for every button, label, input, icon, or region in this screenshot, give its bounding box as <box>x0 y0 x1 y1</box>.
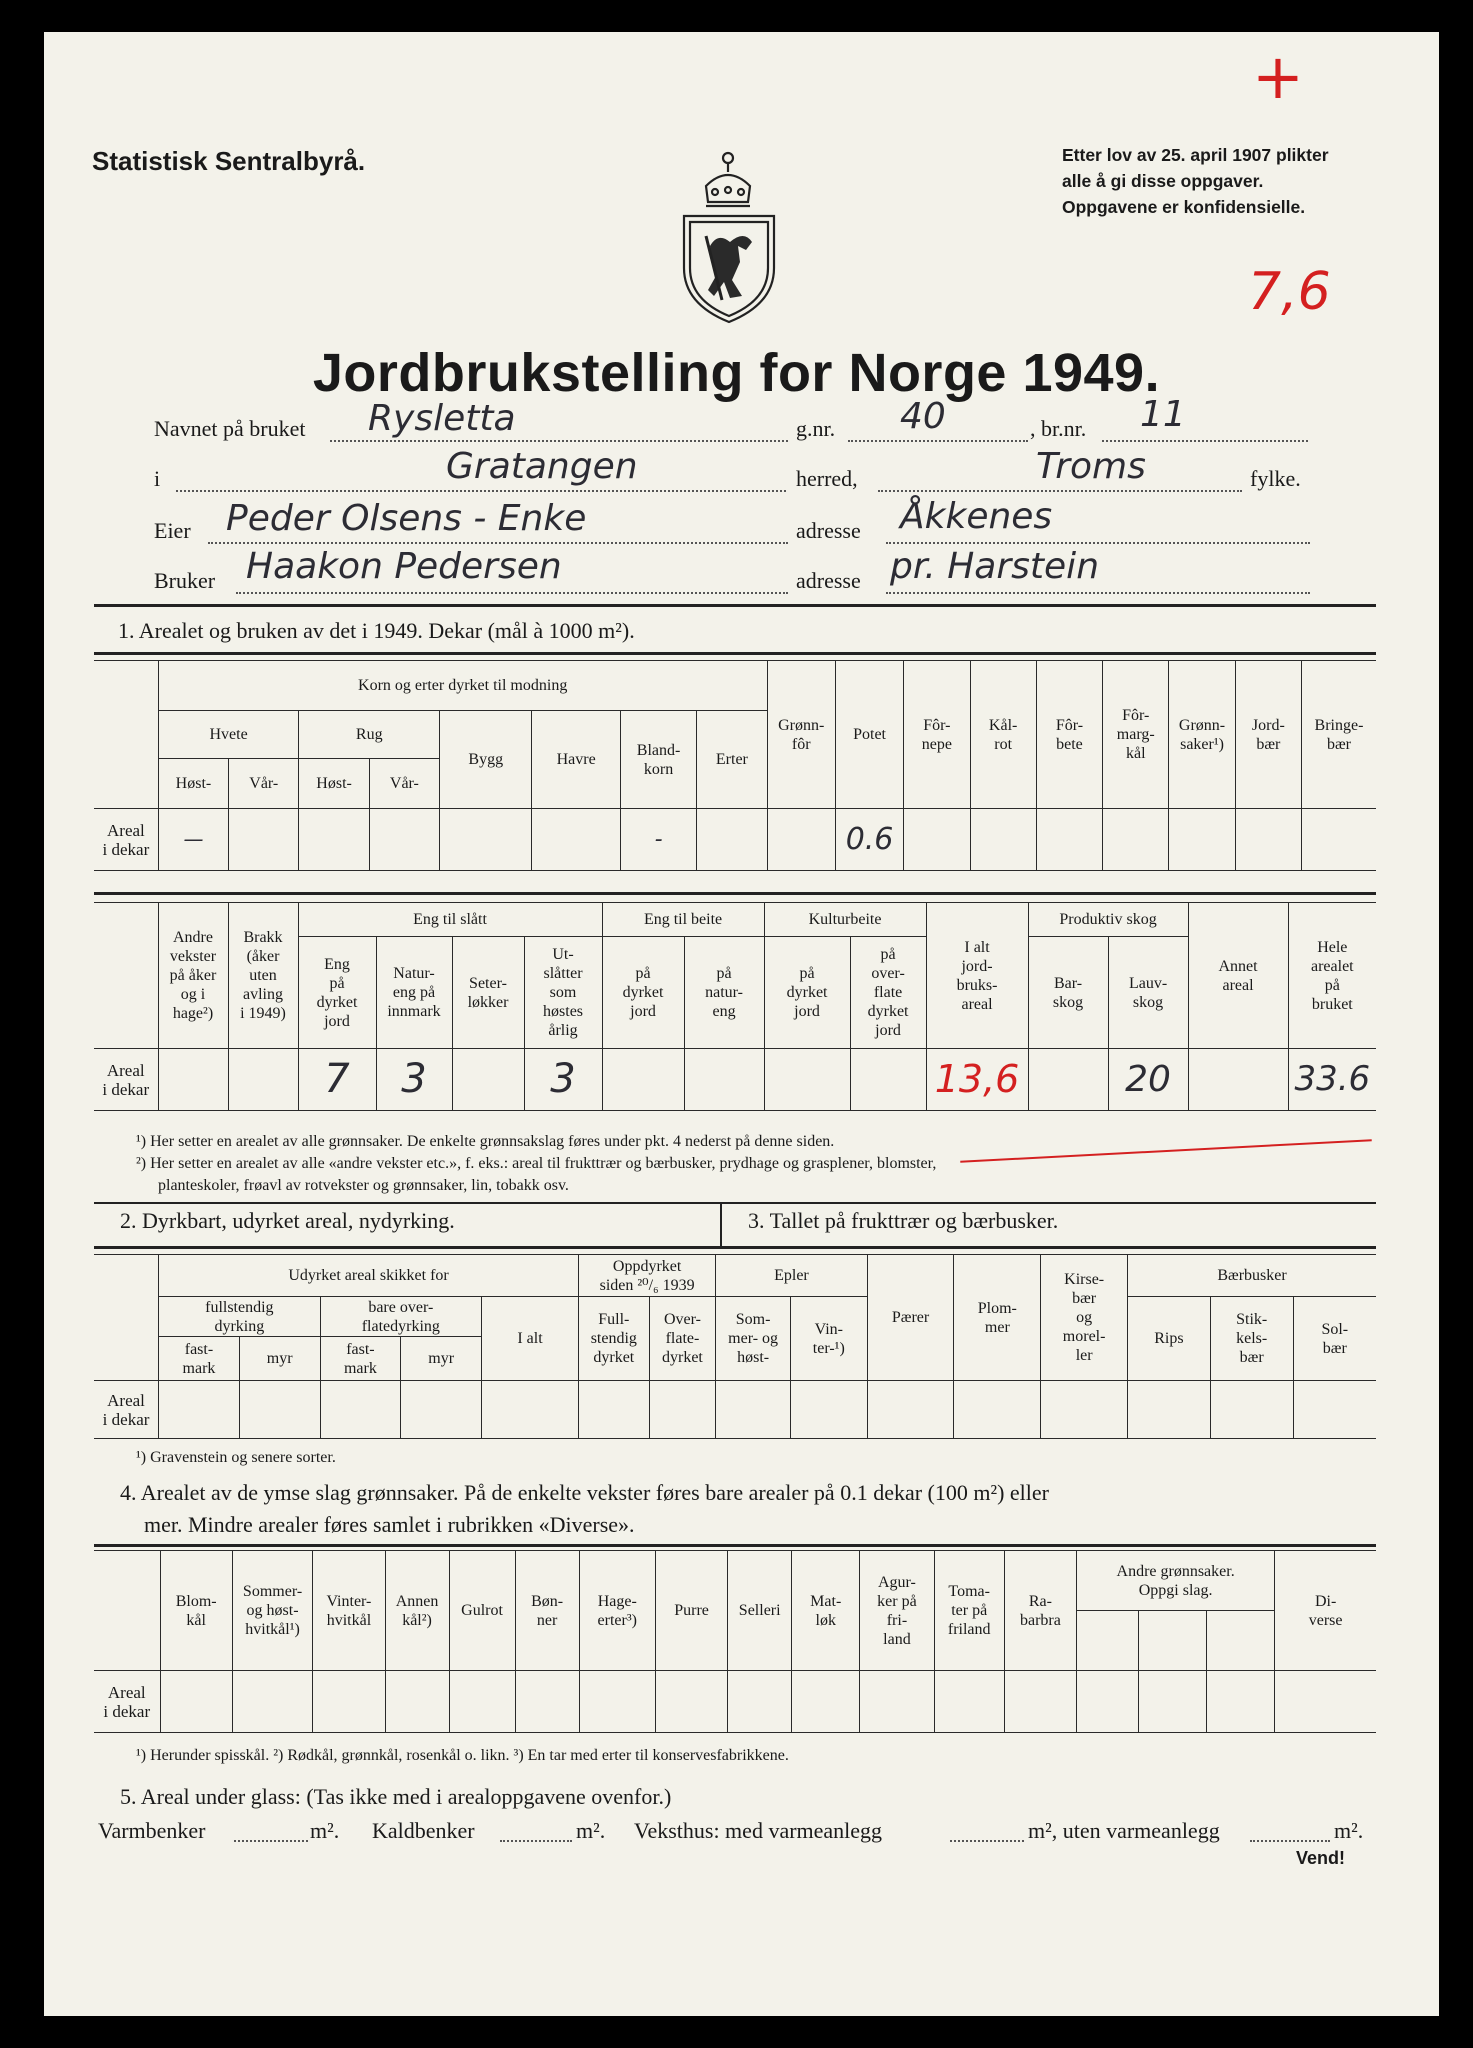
col-potet: Potet <box>835 661 903 809</box>
form-title: Jordbrukstelling for Norge 1949. <box>312 343 1161 403</box>
col-natureng: Natur- eng på innmark <box>376 937 452 1049</box>
cell-tomater[interactable] <box>934 1671 1004 1733</box>
col-andre-3[interactable] <box>1207 1611 1275 1671</box>
col-bygg: Bygg <box>440 711 532 809</box>
row-label-areal-3: Areal i dekar <box>94 1381 159 1439</box>
veksthus-label: Veksthus: med varmeanlegg <box>634 1818 883 1843</box>
cell-eng-dyrket[interactable]: 7 <box>298 1049 376 1111</box>
navnet-value: Rysletta <box>368 398 516 439</box>
table-crops <box>94 660 1376 871</box>
varmbenker-unit: m². <box>310 1818 340 1843</box>
cell-i-alt[interactable] <box>482 1381 579 1439</box>
udyrket-header: Udyrket areal skikket for <box>159 1255 579 1297</box>
col-full-dyrket: Full- stendig dyrket <box>578 1297 649 1381</box>
row-label-areal: Areal i dekar <box>94 809 158 871</box>
uten-unit: m². <box>1334 1818 1364 1843</box>
col-agurker: Agur- ker på fri- land <box>860 1551 934 1671</box>
cell-sommer-hvitkal[interactable] <box>232 1671 313 1733</box>
cell-sommer[interactable] <box>716 1381 791 1439</box>
col-forbete: Fôr- bete <box>1036 661 1102 809</box>
cell-gulrot[interactable] <box>449 1671 515 1733</box>
cell-bonner[interactable] <box>515 1671 579 1733</box>
col-brakk: Brakk (åker uten avling i 1949) <box>228 903 298 1049</box>
brnr-value: 11 <box>1140 394 1186 435</box>
cell-myr-1[interactable] <box>239 1381 320 1439</box>
oppdyrket-header: Oppdyrket siden ²⁰/₆ 1939 <box>578 1255 715 1297</box>
col-selleri: Selleri <box>728 1551 792 1671</box>
col-barskog: Bar- skog <box>1028 937 1108 1049</box>
cell-erter[interactable] <box>697 809 767 871</box>
cell-bygg[interactable] <box>440 809 532 871</box>
col-stikkels: Stik- kels- bær <box>1210 1297 1293 1381</box>
col-gronnsaker: Grønn- saker¹) <box>1169 661 1235 809</box>
section4-heading-2: mer. Mindre arealer føres samlet i rubrikken «Diverse». <box>144 1512 635 1537</box>
footnote-1: ¹) Her setter en arealet av alle grønnsaker. De enkelte grønnsakslag føres under pkt. 4 nederst på denne siden. <box>136 1133 835 1150</box>
col-erter: Erter <box>697 711 767 809</box>
col-rips: Rips <box>1128 1297 1211 1381</box>
col-gronnfor: Grønn- fôr <box>767 661 835 809</box>
col-blomkal: Blom- kål <box>160 1551 232 1671</box>
col-bringebaer: Bringe- bær <box>1301 661 1376 809</box>
col-over-dyrket: Over- flate- dyrket <box>649 1297 716 1381</box>
bare-over-header: bare over- flatedyrking <box>320 1297 481 1337</box>
epler-header: Epler <box>716 1255 867 1297</box>
section2-heading: 2. Dyrkbart, udyrket areal, nydyrking. <box>120 1208 455 1233</box>
col-matlok: Mat- løk <box>792 1551 860 1671</box>
col-formargkal: Fôr- marg- kål <box>1103 661 1169 809</box>
cell-plommer[interactable] <box>954 1381 1041 1439</box>
col-andre-1[interactable] <box>1077 1611 1139 1671</box>
red-cross-mark: + <box>1252 40 1304 113</box>
red-number-mark: 7,6 <box>1248 262 1331 322</box>
brnr-label: , br.nr. <box>1030 416 1087 441</box>
gnr-label: g.nr. <box>796 416 836 441</box>
cell-solbaer[interactable] <box>1293 1381 1376 1439</box>
col-hele-arealet: Hele arealet på bruket <box>1288 903 1376 1049</box>
cell-potet[interactable]: 0.6 <box>835 809 903 871</box>
footnote-2b: planteskoler, frøavl av rotvekster og grønnsaker, lin, tobakk osv. <box>158 1177 569 1194</box>
col-myr-2: myr <box>401 1337 482 1381</box>
section4-heading-1: 4. Arealet av de ymse slag grønnsaker. På de enkelte vekster føres bare arealer på 0.1 dekar (100 m²) eller <box>120 1480 1049 1505</box>
cell-i-alt-jordbruk[interactable]: 13,6 <box>926 1049 1028 1111</box>
cell-paerer[interactable] <box>867 1381 954 1439</box>
col-diverse: Di- verse <box>1275 1551 1376 1671</box>
cell-beite-natur[interactable] <box>684 1049 764 1111</box>
section3-heading: 3. Tallet på frukttrær og bærbusker. <box>748 1208 1059 1233</box>
produktiv-skog-header: Produktiv skog <box>1028 903 1188 937</box>
cell-hvete-var[interactable] <box>229 809 299 871</box>
col-paerer: Pærer <box>867 1255 954 1381</box>
varmbenker-label: Varmbenker <box>98 1818 206 1843</box>
col-blandkorn: Bland- korn <box>620 711 696 809</box>
section3-footnote: ¹) Gravenstein og senere sorter. <box>136 1449 336 1466</box>
cell-rabarbra[interactable] <box>1004 1671 1076 1733</box>
cell-stikkels[interactable] <box>1210 1381 1293 1439</box>
cell-gronnsaker[interactable] <box>1169 809 1235 871</box>
col-hvete-host: Høst- <box>158 759 228 809</box>
eier-label: Eier <box>154 518 191 543</box>
cell-matlok[interactable] <box>792 1671 860 1733</box>
cell-beite-dyrket[interactable] <box>602 1049 684 1111</box>
cell-andre-3[interactable] <box>1207 1671 1275 1733</box>
col-fornepe: Fôr- nepe <box>904 661 970 809</box>
fylke-label: fylke. <box>1250 466 1301 491</box>
cell-rips[interactable] <box>1128 1381 1211 1439</box>
cell-forbete[interactable] <box>1036 809 1102 871</box>
andre-gronnsaker-header: Andre grønnsaker. Oppgi slag. <box>1077 1551 1275 1611</box>
col-beite-natur: på natur- eng <box>684 937 764 1049</box>
col-myr-1: myr <box>239 1337 320 1381</box>
col-i-alt: I alt <box>482 1297 579 1381</box>
herred-label: herred, <box>796 466 858 491</box>
col-rug-host: Høst- <box>299 759 369 809</box>
section5-heading: 5. Areal under glass: (Tas ikke med i arealoppgavene ovenfor.) <box>120 1784 672 1809</box>
col-solbaer: Sol- bær <box>1293 1297 1376 1381</box>
gnr-value: 40 <box>900 396 946 437</box>
col-hageerter: Hage- erter³) <box>579 1551 655 1671</box>
cell-annen-kal[interactable] <box>385 1671 449 1733</box>
col-vinter: Vin- ter-¹) <box>790 1297 867 1381</box>
cell-full-dyrket[interactable] <box>578 1381 649 1439</box>
cell-andre-vekster[interactable] <box>158 1049 228 1111</box>
col-fastmark-2: fast- mark <box>320 1337 401 1381</box>
col-lauvskog: Lauv- skog <box>1108 937 1188 1049</box>
cell-hvete-host[interactable]: — <box>158 809 228 871</box>
cell-selleri[interactable] <box>728 1671 792 1733</box>
cell-kalrot[interactable] <box>970 809 1036 871</box>
section1-heading: 1. Arealet og bruken av det i 1949. Dekar (mål à 1000 m²). <box>118 618 635 643</box>
col-havre: Havre <box>532 711 620 809</box>
eng-slatt-header: Eng til slått <box>298 903 602 937</box>
veksthus-unit: m², uten varmeanlegg <box>1028 1818 1220 1843</box>
bruker-value: Haakon Pedersen <box>246 546 562 587</box>
col-andre-2[interactable] <box>1138 1611 1206 1671</box>
col-fastmark-1: fast- mark <box>159 1337 240 1381</box>
eng-beite-header: Eng til beite <box>602 903 764 937</box>
col-eng-dyrket: Eng på dyrket jord <box>298 937 376 1049</box>
kulturbeite-header: Kulturbeite <box>764 903 926 937</box>
col-kalrot: Kål- rot <box>970 661 1036 809</box>
cell-havre-empty[interactable] <box>532 809 620 871</box>
cell-fornepe[interactable] <box>904 809 970 871</box>
eier-adresse-label: adresse <box>796 518 861 543</box>
bruker-label: Bruker <box>154 568 216 593</box>
col-utslatter: Ut- slåtter som høstes årlig <box>524 937 602 1049</box>
cell-rug-host[interactable] <box>299 809 369 871</box>
cell-andre-1[interactable] <box>1077 1671 1139 1733</box>
law-line-2: alle å gi disse oppgaver. <box>1062 171 1264 191</box>
cell-lauvskog[interactable]: 20 <box>1108 1049 1188 1111</box>
kaldbenker-unit: m². <box>576 1818 606 1843</box>
col-annen-kal: Annen kål²) <box>385 1551 449 1671</box>
cell-gronnfor[interactable] <box>767 809 835 871</box>
cell-over-dyrket[interactable] <box>649 1381 716 1439</box>
fullstendig-header: fullstendig dyrking <box>159 1297 320 1337</box>
col-rug-var: Vår- <box>369 759 439 809</box>
cell-natureng[interactable]: 3 <box>376 1049 452 1111</box>
cell-seterlokker[interactable] <box>452 1049 524 1111</box>
cell-blomkal[interactable] <box>160 1671 232 1733</box>
navnet-label: Navnet på bruket <box>154 416 306 441</box>
agency-name: Statistisk Sentralbyrå. <box>92 146 366 176</box>
cell-hele-arealet[interactable]: 33.6 <box>1288 1049 1376 1111</box>
cell-utslatter[interactable]: 3 <box>524 1049 602 1111</box>
cell-myr-2[interactable] <box>401 1381 482 1439</box>
col-bonner: Bøn- ner <box>515 1551 579 1671</box>
col-kultur-dyrket: på dyrket jord <box>764 937 850 1049</box>
col-beite-dyrket: på dyrket jord <box>602 937 684 1049</box>
cell-kirsebaer[interactable] <box>1041 1381 1128 1439</box>
col-andre-vekster: Andre vekster på åker og i hage²) <box>158 903 228 1049</box>
col-vinter-hvitkal: Vinter- hvitkål <box>313 1551 385 1671</box>
col-rug: Rug <box>299 711 440 759</box>
cell-agurker[interactable] <box>860 1671 934 1733</box>
col-plommer: Plom- mer <box>954 1255 1041 1381</box>
table-vegetables <box>94 1550 1376 1733</box>
vend-label: Vend! <box>1296 1848 1346 1868</box>
korn-group-header: Korn og erter dyrket til modning <box>158 661 767 711</box>
table-sections-2-3 <box>94 1254 1376 1439</box>
cell-formargkal[interactable] <box>1103 809 1169 871</box>
law-notice <box>1062 142 1382 220</box>
cell-jordbaer[interactable] <box>1235 809 1301 871</box>
table-land-use <box>94 902 1376 1111</box>
cell-vinter[interactable] <box>790 1381 867 1439</box>
col-kultur-overflate: på over- flate dyrket jord <box>850 937 926 1049</box>
eier-value: Peder Olsens - Enke <box>226 498 587 539</box>
col-sommer-hvitkal: Sommer- og høst- hvitkål¹) <box>232 1551 313 1671</box>
cell-barskog[interactable] <box>1028 1049 1108 1111</box>
row-label-areal-2: Areal i dekar <box>94 1049 158 1111</box>
col-purre: Purre <box>655 1551 727 1671</box>
col-tomater: Toma- ter på friland <box>934 1551 1004 1671</box>
cell-blandkorn[interactable]: - <box>620 809 696 871</box>
eier-adresse-value: Åkkenes <box>900 496 1053 537</box>
fylke-value: Troms <box>1036 446 1146 487</box>
law-line-1: Etter lov av 25. april 1907 plikter <box>1062 145 1329 165</box>
col-gulrot: Gulrot <box>449 1551 515 1671</box>
col-hvete-var: Vår- <box>229 759 299 809</box>
col-kirsebaer: Kirse- bær og morel- ler <box>1041 1255 1128 1381</box>
cell-vinter-hvitkal[interactable] <box>313 1671 385 1733</box>
col-jordbaer: Jord- bær <box>1235 661 1301 809</box>
kaldbenker-label: Kaldbenker <box>372 1818 475 1843</box>
coat-of-arms-icon <box>670 150 790 326</box>
cell-kultur-overflate[interactable] <box>850 1049 926 1111</box>
cell-diverse[interactable] <box>1275 1671 1376 1733</box>
cell-purre[interactable] <box>655 1671 727 1733</box>
col-i-alt-jordbruk: I alt jord- bruks- areal <box>926 903 1028 1049</box>
cell-rug-var[interactable] <box>369 809 439 871</box>
section4-footnote: ¹) Herunder spisskål. ²) Rødkål, grønnkål, rosenkål o. likn. ³) En tar med erter til konservesfabrikkene. <box>136 1747 789 1764</box>
col-seterlokker: Seter- løkker <box>452 937 524 1049</box>
baerbusker-header: Bærbusker <box>1128 1255 1376 1297</box>
law-line-3: Oppgavene er konfidensielle. <box>1062 197 1306 217</box>
cell-andre-2[interactable] <box>1138 1671 1206 1733</box>
col-rabarbra: Ra- barbra <box>1004 1551 1076 1671</box>
bruker-adresse-value: pr. Harstein <box>890 546 1100 587</box>
bruker-adresse-label: adresse <box>796 568 861 593</box>
herred-value: Gratangen <box>446 446 638 487</box>
i-label: i <box>154 466 161 491</box>
col-annet-areal: Annet areal <box>1188 903 1288 1049</box>
col-hvete: Hvete <box>158 711 299 759</box>
cell-annet-areal[interactable] <box>1188 1049 1288 1111</box>
cell-fastmark-1[interactable] <box>159 1381 240 1439</box>
cell-fastmark-2[interactable] <box>320 1381 401 1439</box>
footnote-2: ²) Her setter en arealet av alle «andre vekster etc.», f. eks.: areal til frukttrær og bærbusker, prydhage og grasplener, blomster, <box>136 1155 937 1172</box>
cell-bringebaer[interactable] <box>1301 809 1376 871</box>
col-sommer: Som- mer- og høst- <box>716 1297 791 1381</box>
row-label-areal-4: Areal i dekar <box>94 1671 160 1733</box>
cell-brakk[interactable] <box>228 1049 298 1111</box>
cell-kultur-dyrket[interactable] <box>764 1049 850 1111</box>
cell-hageerter[interactable] <box>579 1671 655 1733</box>
